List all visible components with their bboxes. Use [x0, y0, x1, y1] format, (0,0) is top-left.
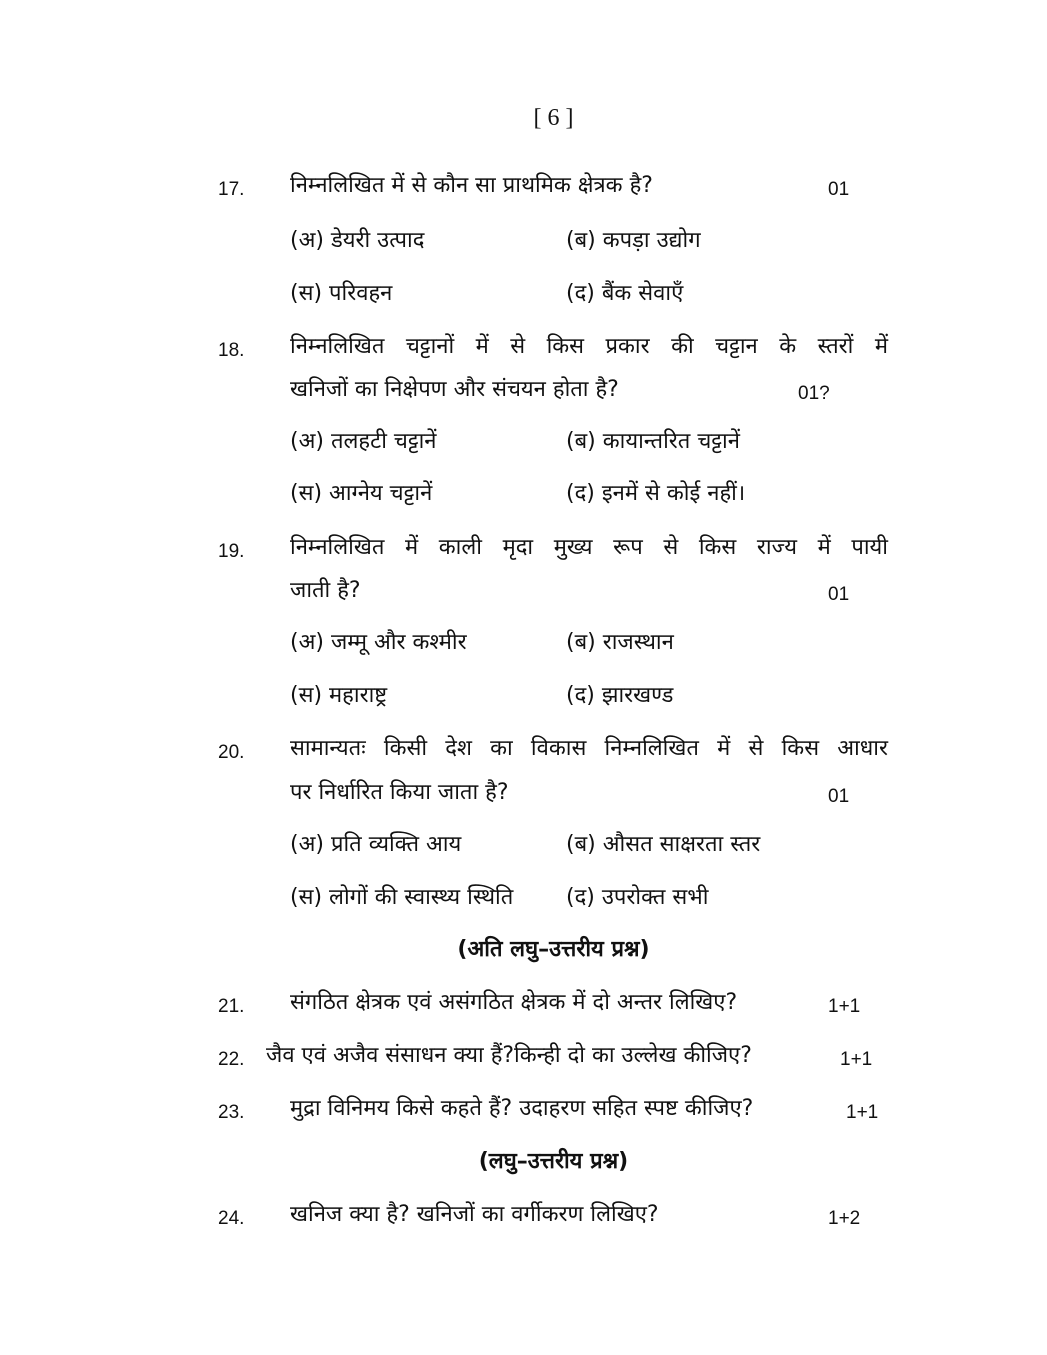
section-heading: (लघु–उत्तरीय प्रश्न)	[478, 1149, 629, 1174]
marks: 1+1	[828, 996, 861, 1017]
marks: 1+2	[828, 1208, 861, 1229]
option-a: (अ) प्रति व्यक्ति आय	[290, 832, 462, 857]
question-number: 22.	[218, 1049, 245, 1070]
question-text-cont: खनिजों का निक्षेपण और संचयन होता है?	[290, 377, 619, 402]
marks: 01?	[798, 383, 830, 404]
option-d: (द) उपरोक्त सभी	[566, 885, 709, 910]
marks: 01	[828, 786, 850, 807]
marks: 1+1	[840, 1049, 873, 1070]
marks: 01	[828, 584, 850, 605]
question-number: 23.	[218, 1102, 245, 1123]
question-number: 24.	[218, 1208, 245, 1229]
question-number: 21.	[218, 996, 245, 1017]
marks: 01	[828, 179, 850, 200]
section-heading: (अति लघु–उत्तरीय प्रश्न)	[457, 937, 650, 962]
question-text: सामान्यतः किसी देश का विकास निम्नलिखित में से किस आधार	[290, 736, 888, 761]
question-number: 20.	[218, 742, 245, 763]
option-d: (द) बैंक सेवाएँ	[566, 281, 684, 306]
question-number: 17.	[218, 179, 245, 200]
option-c: (स) लोगों की स्वास्थ्य स्थिति	[290, 885, 514, 910]
option-b: (ब) कायान्तरित चट्टानें	[566, 429, 740, 454]
option-b: (ब) कपड़ा उद्योग	[566, 228, 701, 253]
question-text: जैव एवं अजैव संसाधन क्या हैं?किन्ही दो का उल्लेख कीजिए?	[266, 1043, 752, 1068]
question-text: निम्नलिखित में काली मृदा मुख्य रूप से किस राज्य में पायी	[290, 535, 888, 560]
question-number: 19.	[218, 541, 245, 562]
question-text: संगठित क्षेत्रक एवं असंगठित क्षेत्रक में दो अन्तर लिखिए?	[290, 990, 738, 1015]
question-text: खनिज क्या है? खनिजों का वर्गीकरण लिखिए?	[290, 1202, 659, 1227]
question-text: निम्नलिखित में से कौन सा प्राथमिक क्षेत्रक है?	[290, 173, 653, 198]
question-text-cont: पर निर्धारित किया जाता है?	[290, 780, 509, 805]
question-text: मुद्रा विनिमय किसे कहते हैं? उदाहरण सहित स्पष्ट कीजिए?	[290, 1096, 754, 1121]
page-number: [ 6 ]	[533, 105, 574, 131]
option-c: (स) आग्नेय चट्टानें	[290, 481, 433, 506]
option-c: (स) महाराष्ट्र	[290, 683, 388, 708]
option-b: (ब) औसत साक्षरता स्तर	[566, 832, 761, 857]
option-c: (स) परिवहन	[290, 281, 393, 306]
option-d: (द) झारखण्ड	[566, 683, 674, 708]
question-text: निम्नलिखित चट्टानों में से किस प्रकार की चट्टान के स्तरों में	[290, 334, 888, 359]
option-a: (अ) तलहटी चट्टानें	[290, 429, 437, 454]
question-text-cont: जाती है?	[290, 578, 361, 603]
question-number: 18.	[218, 340, 245, 361]
option-b: (ब) राजस्थान	[566, 630, 674, 655]
marks: 1+1	[846, 1102, 879, 1123]
option-a: (अ) जम्मू और कश्मीर	[290, 630, 467, 655]
option-a: (अ) डेयरी उत्पाद	[290, 228, 425, 253]
option-d: (द) इनमें से कोई नहीं।	[566, 481, 746, 506]
